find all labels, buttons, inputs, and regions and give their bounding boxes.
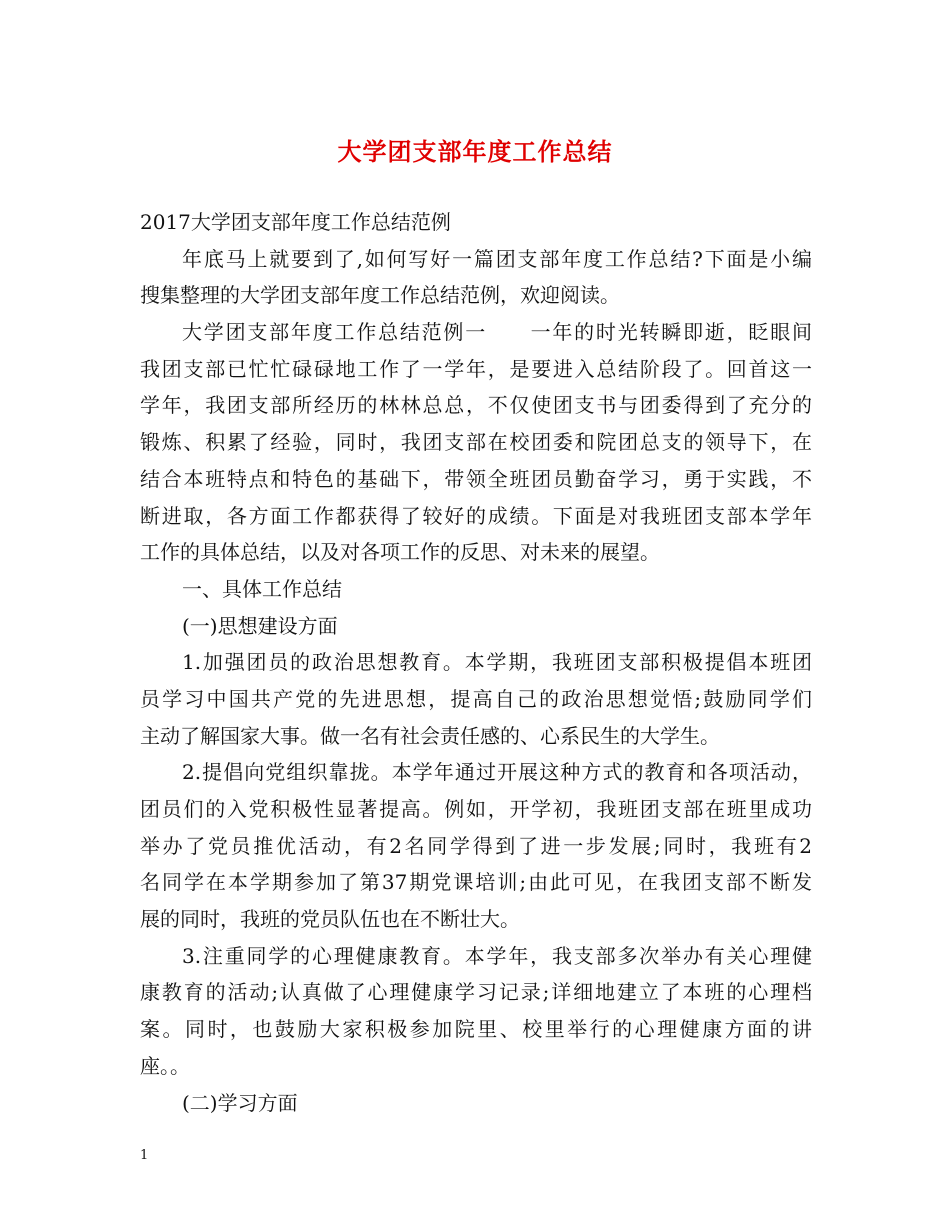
text-line: 大学团支部年度工作总结范例一 一年的时光转瞬即逝，眨眼间: [182, 320, 812, 345]
text-line: 举办了党员推优活动，有2名同学得到了进一步发展;同时，我班有2: [140, 833, 812, 858]
paragraph: [140, 241, 812, 314]
paragraph: [140, 571, 812, 608]
paragraph: [140, 1085, 812, 1122]
text-line: 工作的具体总结，以及对各项工作的反思、对未来的展望。: [140, 540, 660, 565]
text-line: 一、具体工作总结: [182, 576, 342, 601]
text-line: (一)思想建设方面: [182, 613, 338, 638]
text-line: 康教育的活动;认真做了心理健康学习记录;详细地建立了本班的心理档: [140, 980, 812, 1005]
text-line: 团员们的入党积极性显著提高。例如，开学初，我班团支部在班里成功: [140, 797, 812, 821]
text-line: 员学习中国共产党的先进思想，提高自己的政治思想觉悟;鼓励同学们: [140, 686, 812, 711]
paragraph: [140, 644, 812, 754]
text-line: (二)学习方面: [182, 1090, 298, 1115]
page-number: 1: [140, 1148, 149, 1163]
text-line: 年底马上就要到了,如何写好一篇团支部年度工作总结?下面是小编: [182, 246, 812, 271]
document-body: [140, 204, 812, 1121]
paragraph: [140, 608, 812, 645]
paragraph: [140, 204, 812, 241]
paragraph: [140, 754, 812, 937]
text-line: 1.加强团员的政治思想教育。本学期，我班团支部积极提倡本班团: [182, 650, 812, 675]
text-line: 展的同时，我班的党员队伍也在不断壮大。: [140, 907, 520, 932]
text-line: 2017大学团支部年度工作总结范例: [140, 210, 451, 234]
text-line: 主动了解国家大事。做一名有社会责任感的、心系民生的大学生。: [140, 723, 720, 748]
document-title: 大学团支部年度工作总结: [337, 138, 613, 166]
text-line: 我团支部已忙忙碌碌地工作了一学年，是要进入总结阶段了。回首这一: [140, 356, 812, 381]
text-line: 案。同时，也鼓励大家积极参加院里、校里举行的心理健康方面的讲: [140, 1017, 812, 1042]
text-line: 2.提倡向党组织靠拢。本学年通过开展这种方式的教育和各项活动，: [182, 760, 812, 785]
text-line: 3.注重同学的心理健康教育。本学年，我支部多次举办有关心理健: [182, 943, 812, 968]
text-line: 结合本班特点和特色的基础下，带领全班团员勤奋学习，勇于实践，不: [140, 466, 812, 491]
text-line: 名同学在本学期参加了第37期党课培训;由此可见，在我团支部不断发: [140, 870, 812, 895]
text-line: 学年，我团支部所经历的林林总总，不仅使团支书与团委得到了充分的: [140, 393, 812, 418]
text-line: 锻炼、积累了经验，同时，我团支部在校团委和院团总支的领导下，在: [140, 430, 812, 455]
text-line: 搜集整理的大学团支部年度工作总结范例，欢迎阅读。: [140, 283, 620, 308]
paragraph: [140, 314, 812, 571]
paragraph: [140, 938, 812, 1085]
text-line: 断进取，各方面工作都获得了较好的成绩。下面是对我班团支部本学年: [140, 503, 812, 528]
text-line: 座。。: [140, 1053, 190, 1078]
